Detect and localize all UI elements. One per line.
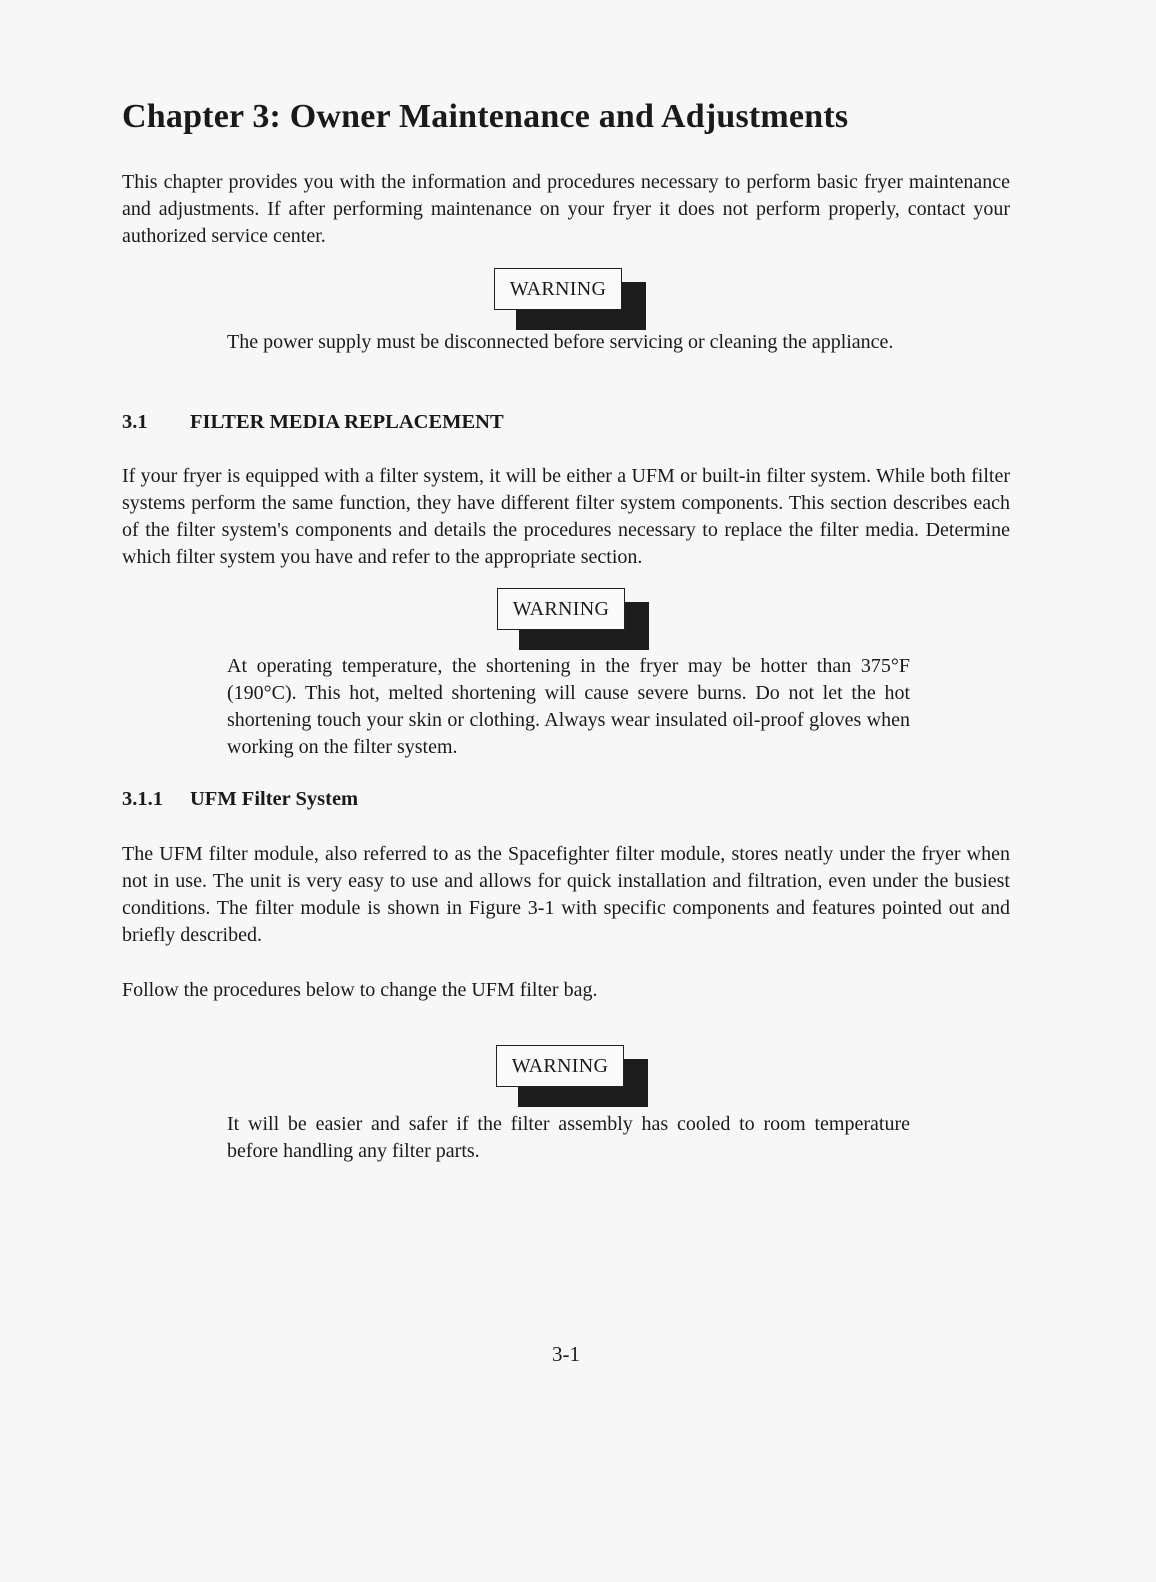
section-heading-3-1 — [122, 411, 504, 434]
page-number: 3-1 — [552, 1342, 580, 1366]
chapter-title: Chapter 3: Owner Maintenance and Adjustments — [122, 98, 849, 135]
section-3-1-text: If your fryer is equipped with a filter system, it will be either a UFM or built-in filter system. While both filter systems perform the same function, they have different filter system components. This section describes each of the filter system's components and details the procedures necessary to replace the filter media. Determine which filter system you have and refer to the appropriate section. — [122, 465, 1010, 568]
section-number: 3.1 — [122, 411, 148, 433]
section-3-1-1-text: The UFM filter module, also referred to as the Spacefighter filter module, stores neatly under the fryer when not in use. The unit is very easy to use and allows for quick installation and filtration, even under the busiest conditions. The filter module is shown in Figure 3-1 with specific components and features pointed out and briefly described. — [122, 843, 1010, 946]
section-title: UFM Filter System — [190, 788, 359, 810]
chapter-intro: This chapter provides you with the information and procedures necessary to perform basic fryer maintenance and adjustments. If after performing maintenance on your fryer it does not perform properly, contact your authorized service center. — [122, 171, 1010, 247]
warning-badge — [496, 1045, 648, 1107]
warning-text-cooled: It will be easier and safer if the filter assembly has cooled to room temperature before handling any filter parts. — [227, 1113, 910, 1162]
section-3-1-1-follow: Follow the procedures below to change the UFM filter bag. — [122, 979, 598, 1001]
warning-text-power: The power supply must be disconnected before servicing or cleaning the appliance. — [227, 331, 894, 353]
warning-badge — [497, 588, 649, 650]
section-heading-3-1-1 — [122, 788, 358, 811]
section-number: 3.1.1 — [122, 788, 163, 810]
section-title: FILTER MEDIA REPLACEMENT — [190, 411, 504, 433]
warning-label: WARNING — [494, 268, 622, 310]
warning-text-hot-shortening: At operating temperature, the shortening in the fryer may be hotter than 375°F (190°C). This hot, melted shortening will cause severe burns. Do not let the hot shortening touch your skin or clothing. Always wear insulated oil-proof gloves when working on the filter system. — [227, 655, 910, 758]
warning-label: WARNING — [496, 1045, 624, 1087]
warning-label: WARNING — [497, 588, 625, 630]
warning-badge — [494, 268, 646, 330]
